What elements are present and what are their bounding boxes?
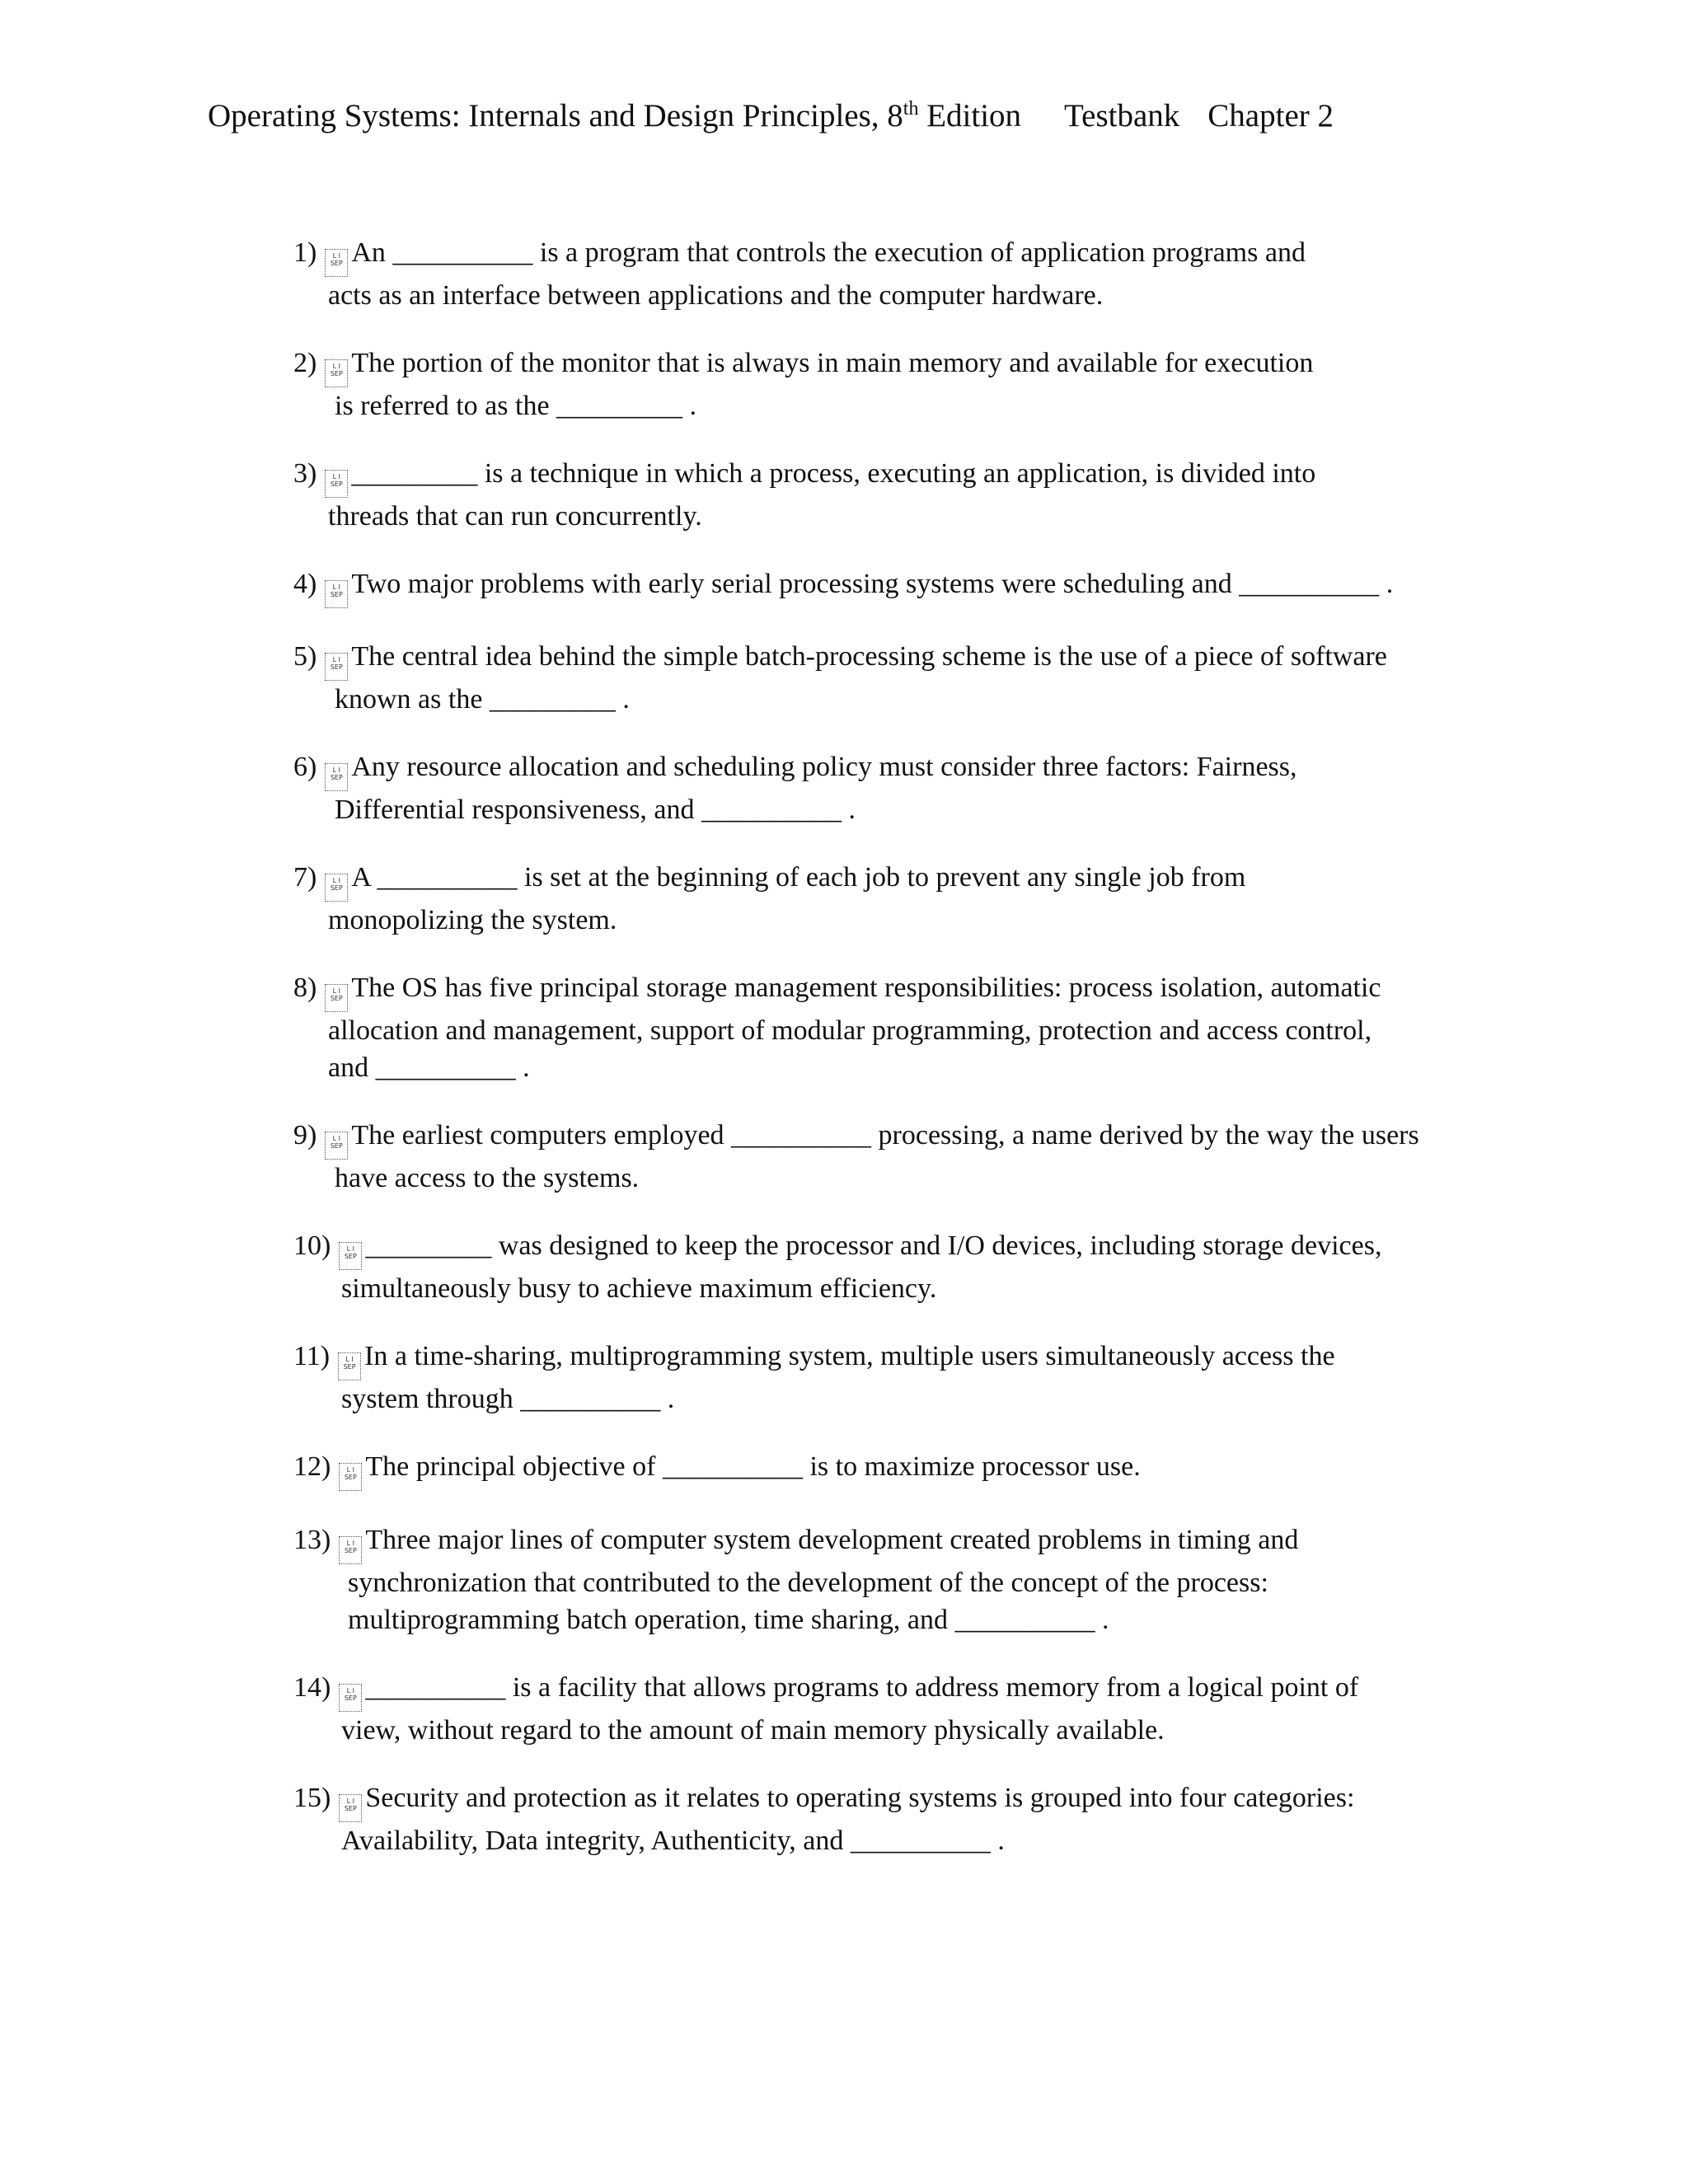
question-item	[293, 1521, 1298, 1638]
question-line-continued	[293, 681, 1387, 718]
question-item	[293, 1227, 1381, 1307]
sep-glyph-icon: L I SEP	[325, 249, 348, 277]
question-text: threads that can run concurrently.	[328, 501, 702, 532]
question-text: _________ is a technique in which a process, executing an application, is divided into	[351, 458, 1316, 489]
question-line-continued	[293, 1270, 1381, 1307]
question-text: An __________ is a program that controls the execution of application programs and	[351, 237, 1306, 268]
question-item	[293, 748, 1297, 828]
sep-glyph-icon: L I SEP	[339, 1684, 362, 1712]
question-text: Security and protection as it relates to operating systems is grouped into four categories:	[365, 1783, 1355, 1813]
question-text: simultaneously busy to achieve maximum efficiency.	[341, 1273, 937, 1304]
question-line-first	[293, 1448, 1141, 1491]
question-number: 8)	[293, 972, 317, 1003]
question-number: 1)	[293, 237, 317, 268]
question-text: Differential responsiveness, and __________ .	[335, 794, 856, 825]
question-text: The principal objective of __________ is to maximize processor use.	[365, 1451, 1141, 1482]
question-line-continued	[293, 1564, 1298, 1601]
question-line-continued	[293, 1380, 1335, 1418]
question-text: allocation and management, support of modular programming, protection and access control,	[328, 1015, 1372, 1046]
question-line-first	[293, 1338, 1335, 1380]
question-item	[293, 638, 1387, 718]
question-line-continued	[293, 1712, 1358, 1749]
question-number: 7)	[293, 862, 317, 893]
question-number: 6)	[293, 752, 317, 782]
header-testbank: Testbank	[1064, 98, 1180, 134]
question-line-continued	[293, 1049, 1381, 1086]
question-text: __________ is a facility that allows programs to address memory from a logical point of	[365, 1672, 1359, 1703]
question-item	[293, 565, 1393, 608]
question-number: 15)	[293, 1783, 331, 1813]
question-number: 2)	[293, 348, 317, 378]
question-number: 4)	[293, 569, 317, 599]
sep-glyph-icon: L I SEP	[325, 763, 348, 791]
question-number: 14)	[293, 1672, 331, 1703]
question-line-first	[293, 455, 1315, 498]
question-text: synchronization that contributed to the development of the concept of the process:	[348, 1568, 1268, 1598]
question-text: A __________ is set at the beginning of each job to prevent any single job from	[351, 862, 1246, 893]
question-item	[293, 455, 1315, 535]
question-line-first	[293, 565, 1393, 608]
question-text: Three major lines of computer system development created problems in timing and	[365, 1525, 1299, 1555]
question-line-first	[293, 1521, 1298, 1564]
question-text: _________ was designed to keep the processor and I/O devices, including storage devices,	[365, 1230, 1382, 1261]
question-text: known as the _________ .	[335, 684, 630, 715]
sep-glyph-icon: L I SEP	[339, 1536, 362, 1564]
question-number: 3)	[293, 458, 317, 489]
question-item	[293, 969, 1381, 1086]
question-text: The earliest computers employed __________ processing, a name derived by the way the users	[351, 1120, 1419, 1151]
question-text: is referred to as the _________ .	[335, 391, 697, 421]
question-line-continued	[293, 902, 1245, 939]
header-chapter: Chapter 2	[1207, 98, 1334, 134]
sep-glyph-icon: L I SEP	[325, 1132, 348, 1160]
question-text: Two major problems with early serial processing systems were scheduling and __________ .	[351, 569, 1394, 599]
question-line-first	[293, 859, 1245, 902]
question-text: The central idea behind the simple batch-processing scheme is the use of a piece of software	[351, 641, 1387, 672]
sep-glyph-icon: L I SEP	[325, 653, 348, 681]
question-number: 12)	[293, 1451, 331, 1482]
question-number: 13)	[293, 1525, 331, 1555]
question-text: have access to the systems.	[335, 1163, 640, 1193]
sep-glyph-icon: L I SEP	[339, 1463, 362, 1491]
question-text: The OS has five principal storage management responsibilities: process isolation, automatic	[351, 972, 1381, 1003]
question-line-continued	[293, 1160, 1419, 1197]
question-line-continued	[293, 1822, 1354, 1859]
question-text: monopolizing the system.	[328, 905, 617, 935]
question-item	[293, 859, 1245, 939]
sep-glyph-icon: L I SEP	[325, 359, 348, 387]
question-item	[293, 1779, 1354, 1859]
question-line-continued	[293, 387, 1313, 424]
question-line-first	[293, 1779, 1354, 1822]
sep-glyph-icon: L I SEP	[339, 1794, 362, 1822]
question-text: acts as an interface between applications and the computer hardware.	[328, 280, 1104, 311]
question-item	[293, 234, 1306, 314]
sep-glyph-icon: L I SEP	[339, 1242, 362, 1270]
question-text: Any resource allocation and scheduling policy must consider three factors: Fairness,	[351, 752, 1297, 782]
question-text: Availability, Data integrity, Authenticity, and __________ .	[341, 1825, 1005, 1856]
question-line-first	[293, 748, 1297, 791]
sep-glyph-icon: L I SEP	[325, 470, 348, 498]
question-line-continued	[293, 791, 1297, 828]
question-item	[293, 344, 1313, 424]
question-text: multiprogramming batch operation, time sharing, and __________ .	[348, 1605, 1109, 1635]
question-line-first	[293, 1669, 1358, 1712]
sep-glyph-icon: L I SEP	[325, 580, 348, 608]
sep-glyph-icon: L I SEP	[338, 1352, 361, 1380]
question-item	[293, 1338, 1335, 1418]
question-line-first	[293, 969, 1381, 1012]
question-item	[293, 1117, 1419, 1197]
question-line-first	[293, 638, 1387, 681]
question-number: 10)	[293, 1230, 331, 1261]
question-number: 9)	[293, 1120, 317, 1151]
question-item	[293, 1669, 1358, 1749]
question-text: system through __________ .	[341, 1384, 675, 1414]
question-item	[293, 1448, 1141, 1491]
question-line-first	[293, 234, 1306, 277]
question-text: In a time-sharing, multiprogramming system, multiple users simultaneously access the	[364, 1341, 1335, 1371]
question-line-first	[293, 1117, 1419, 1160]
sep-glyph-icon: L I SEP	[325, 984, 348, 1012]
question-line-first	[293, 1227, 1381, 1270]
sep-glyph-icon: L I SEP	[325, 874, 348, 902]
question-number: 5)	[293, 641, 317, 672]
question-text: The portion of the monitor that is always in main memory and available for execution	[351, 348, 1314, 378]
question-line-first	[293, 344, 1313, 387]
header-title: Operating Systems: Internals and Design Principles, 8th Edition	[208, 98, 1022, 134]
question-number: 11)	[293, 1341, 331, 1371]
question-text: and __________ .	[328, 1052, 530, 1083]
question-line-continued	[293, 1601, 1298, 1638]
question-text: view, without regard to the amount of main memory physically available.	[341, 1715, 1165, 1746]
question-line-continued	[293, 1012, 1381, 1049]
question-line-continued	[293, 498, 1315, 535]
question-line-continued	[293, 277, 1306, 314]
